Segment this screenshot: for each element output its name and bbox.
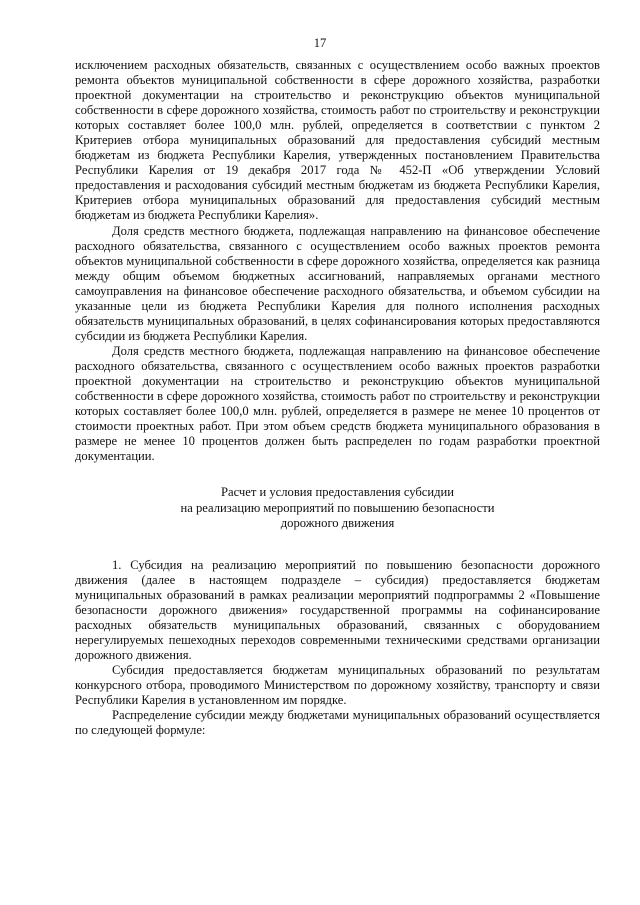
section-heading — [75, 485, 600, 532]
page-number: 17 — [313, 36, 327, 50]
section-heading-line-1: Расчет и условия предоставления субсидии — [220, 485, 455, 500]
paragraph-subsidy-purpose: 1. Субсидия на реализацию мероприятий по повышению безопасности дорожного движения (далее в настоящем подразделе – субсидия) предоставляется бюджетам муниципальных образований в рамках реализации мероприятий подпрограммы 2 «Повышение безопасности дорожного движения» государственной программы на софинансирование расходных обязательств муниципальных образований, связанных с оборудованием нерегулируемых пешеходных переходов современными техническими средствами организации дорожного движения. — [75, 557, 600, 663]
section-heading-line-2: на реализацию мероприятий по повышению безопасности — [180, 500, 495, 515]
paragraph-local-budget-share-repair: Доля средств местного бюджета, подлежащая направлению на финансовое обеспечение расходного обязательства, связанного с осуществлением особо важных проектов ремонта объектов муниципальной собственности в сфере дорожного хозяйства, определяется как разница между общим объемом бюджетных ассигнований, направляемых органами местного самоуправления на финансовое обеспечение расходного обязательства, и объемом субсидии на указанные цели из бюджета Республики Карелия для полного исполнения расходных обязательств муниципальных образований, в целях софинансирования которых предоставляются субсидии из бюджета Республики Карелия. — [75, 223, 600, 343]
paragraph-subsidy-distribution: Распределение субсидии между бюджетами муниципальных образований осуществляется по следующей формуле: — [75, 708, 600, 738]
paragraph-local-budget-share-design: Доля средств местного бюджета, подлежащая направлению на финансовое обеспечение расходного обязательства, связанного с осуществлением особо важных проектов разработки проектной документации на строительство и реконструкцию объектов муниципальной собственности в сфере дорожного хозяйства, стоимость работ по строительству и реконструкции которых составляет более 100,0 млн. рублей, определяется в размере не менее 10 процентов от стоимости проектных работ. При этом объем средств бюджета муниципального образования в размере не менее 10 процентов должен быть распределен по годам разработки проектной документации. — [75, 343, 600, 464]
document-body — [75, 58, 600, 738]
paragraph-subsidy-selection: Субсидия предоставляется бюджетам муниципальных образований по результатам конкурсного отбора, проводимого Министерством по дорожному хозяйству, транспорту и связи Республики Карелия в установленном им порядке. — [75, 663, 600, 708]
paragraph-continuation: исключением расходных обязательств, связанных с осуществлением особо важных проектов ремонта объектов муниципальной собственности в сфере дорожного хозяйства, разработки проектной документации на строительство и реконструкцию объектов муниципальной собственности в сфере дорожного хозяйства, стоимость работ по строительству и реконструкции которых составляет более 100,0 млн. рублей, определяется в соответствии с пунктом 2 Критериев отбора муниципальных образований для предоставления субсидий местным бюджетам из бюджета Республики Карелия, утвержденных постановлением Правительства Республики Карелия от 19 декабря 2017 года № 452-П «Об утверждении Условий предоставления и расходования субсидий местным бюджетам из бюджета Республики Карелия, Критериев отбора муниципальных образований для предоставления субсидий местным бюджетам из бюджета Республики Карелия». — [75, 58, 600, 223]
section-heading-line-3: дорожного движения — [280, 516, 395, 531]
